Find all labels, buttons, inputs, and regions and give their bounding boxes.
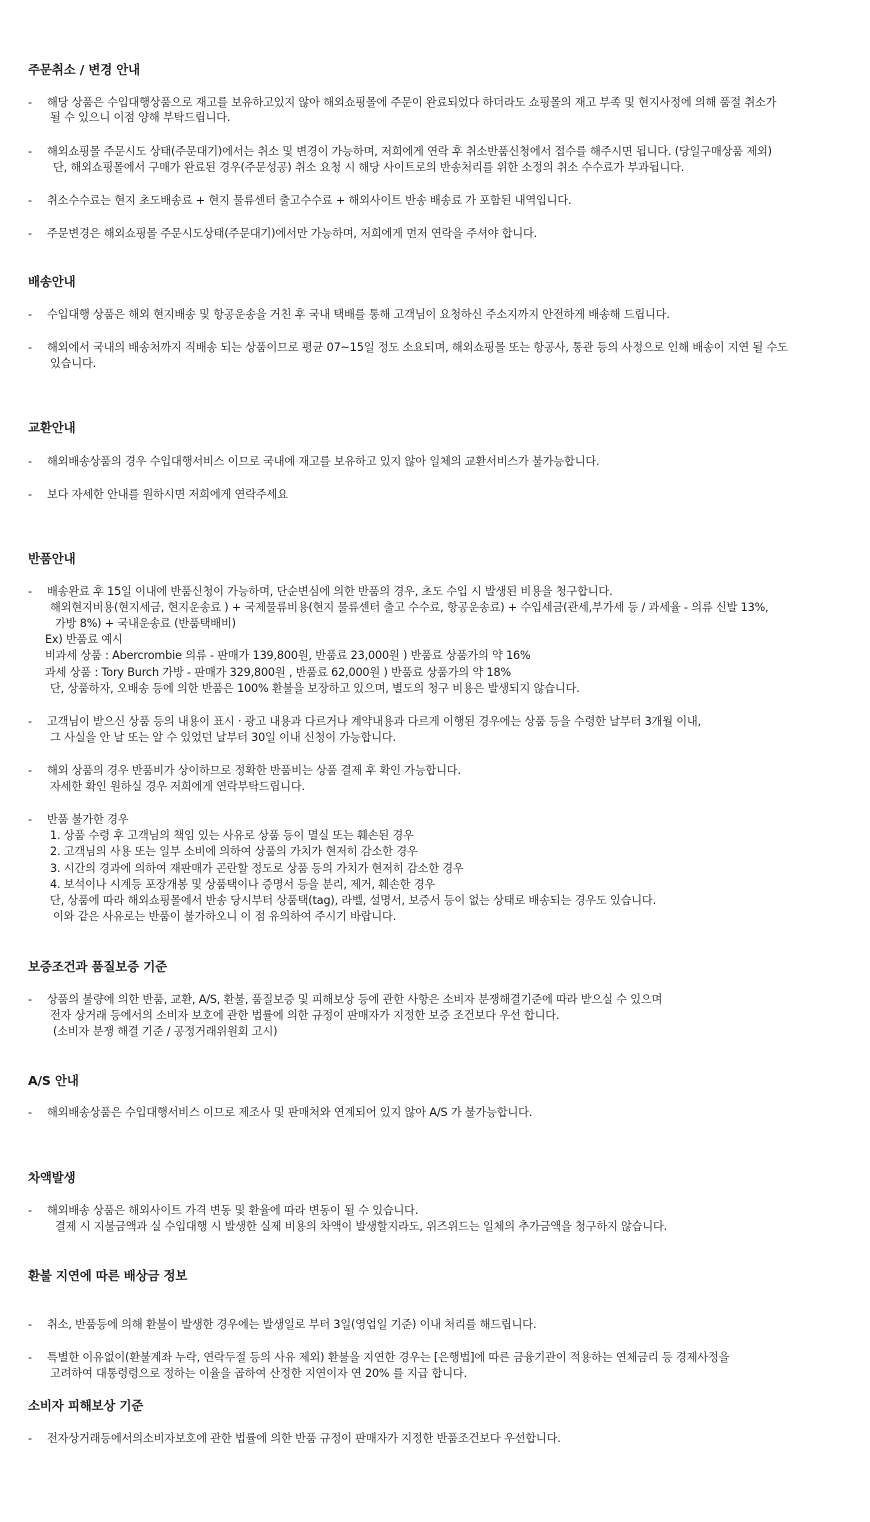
section-title: 주문취소 / 변경 안내	[28, 62, 141, 77]
section-title: 보증조건과 품질보증 기준	[28, 959, 167, 974]
section-title: 반품안내	[28, 551, 76, 566]
section-title: 환불 지연에 따른 배상금 정보	[28, 1268, 188, 1283]
section-title: A/S 안내	[28, 1073, 79, 1088]
section-title: 배송안내	[28, 274, 76, 289]
section-title: 차액발생	[28, 1170, 76, 1185]
section-title: 소비자 피해보상 기준	[28, 1398, 144, 1413]
section-title: 교환안내	[28, 420, 76, 435]
